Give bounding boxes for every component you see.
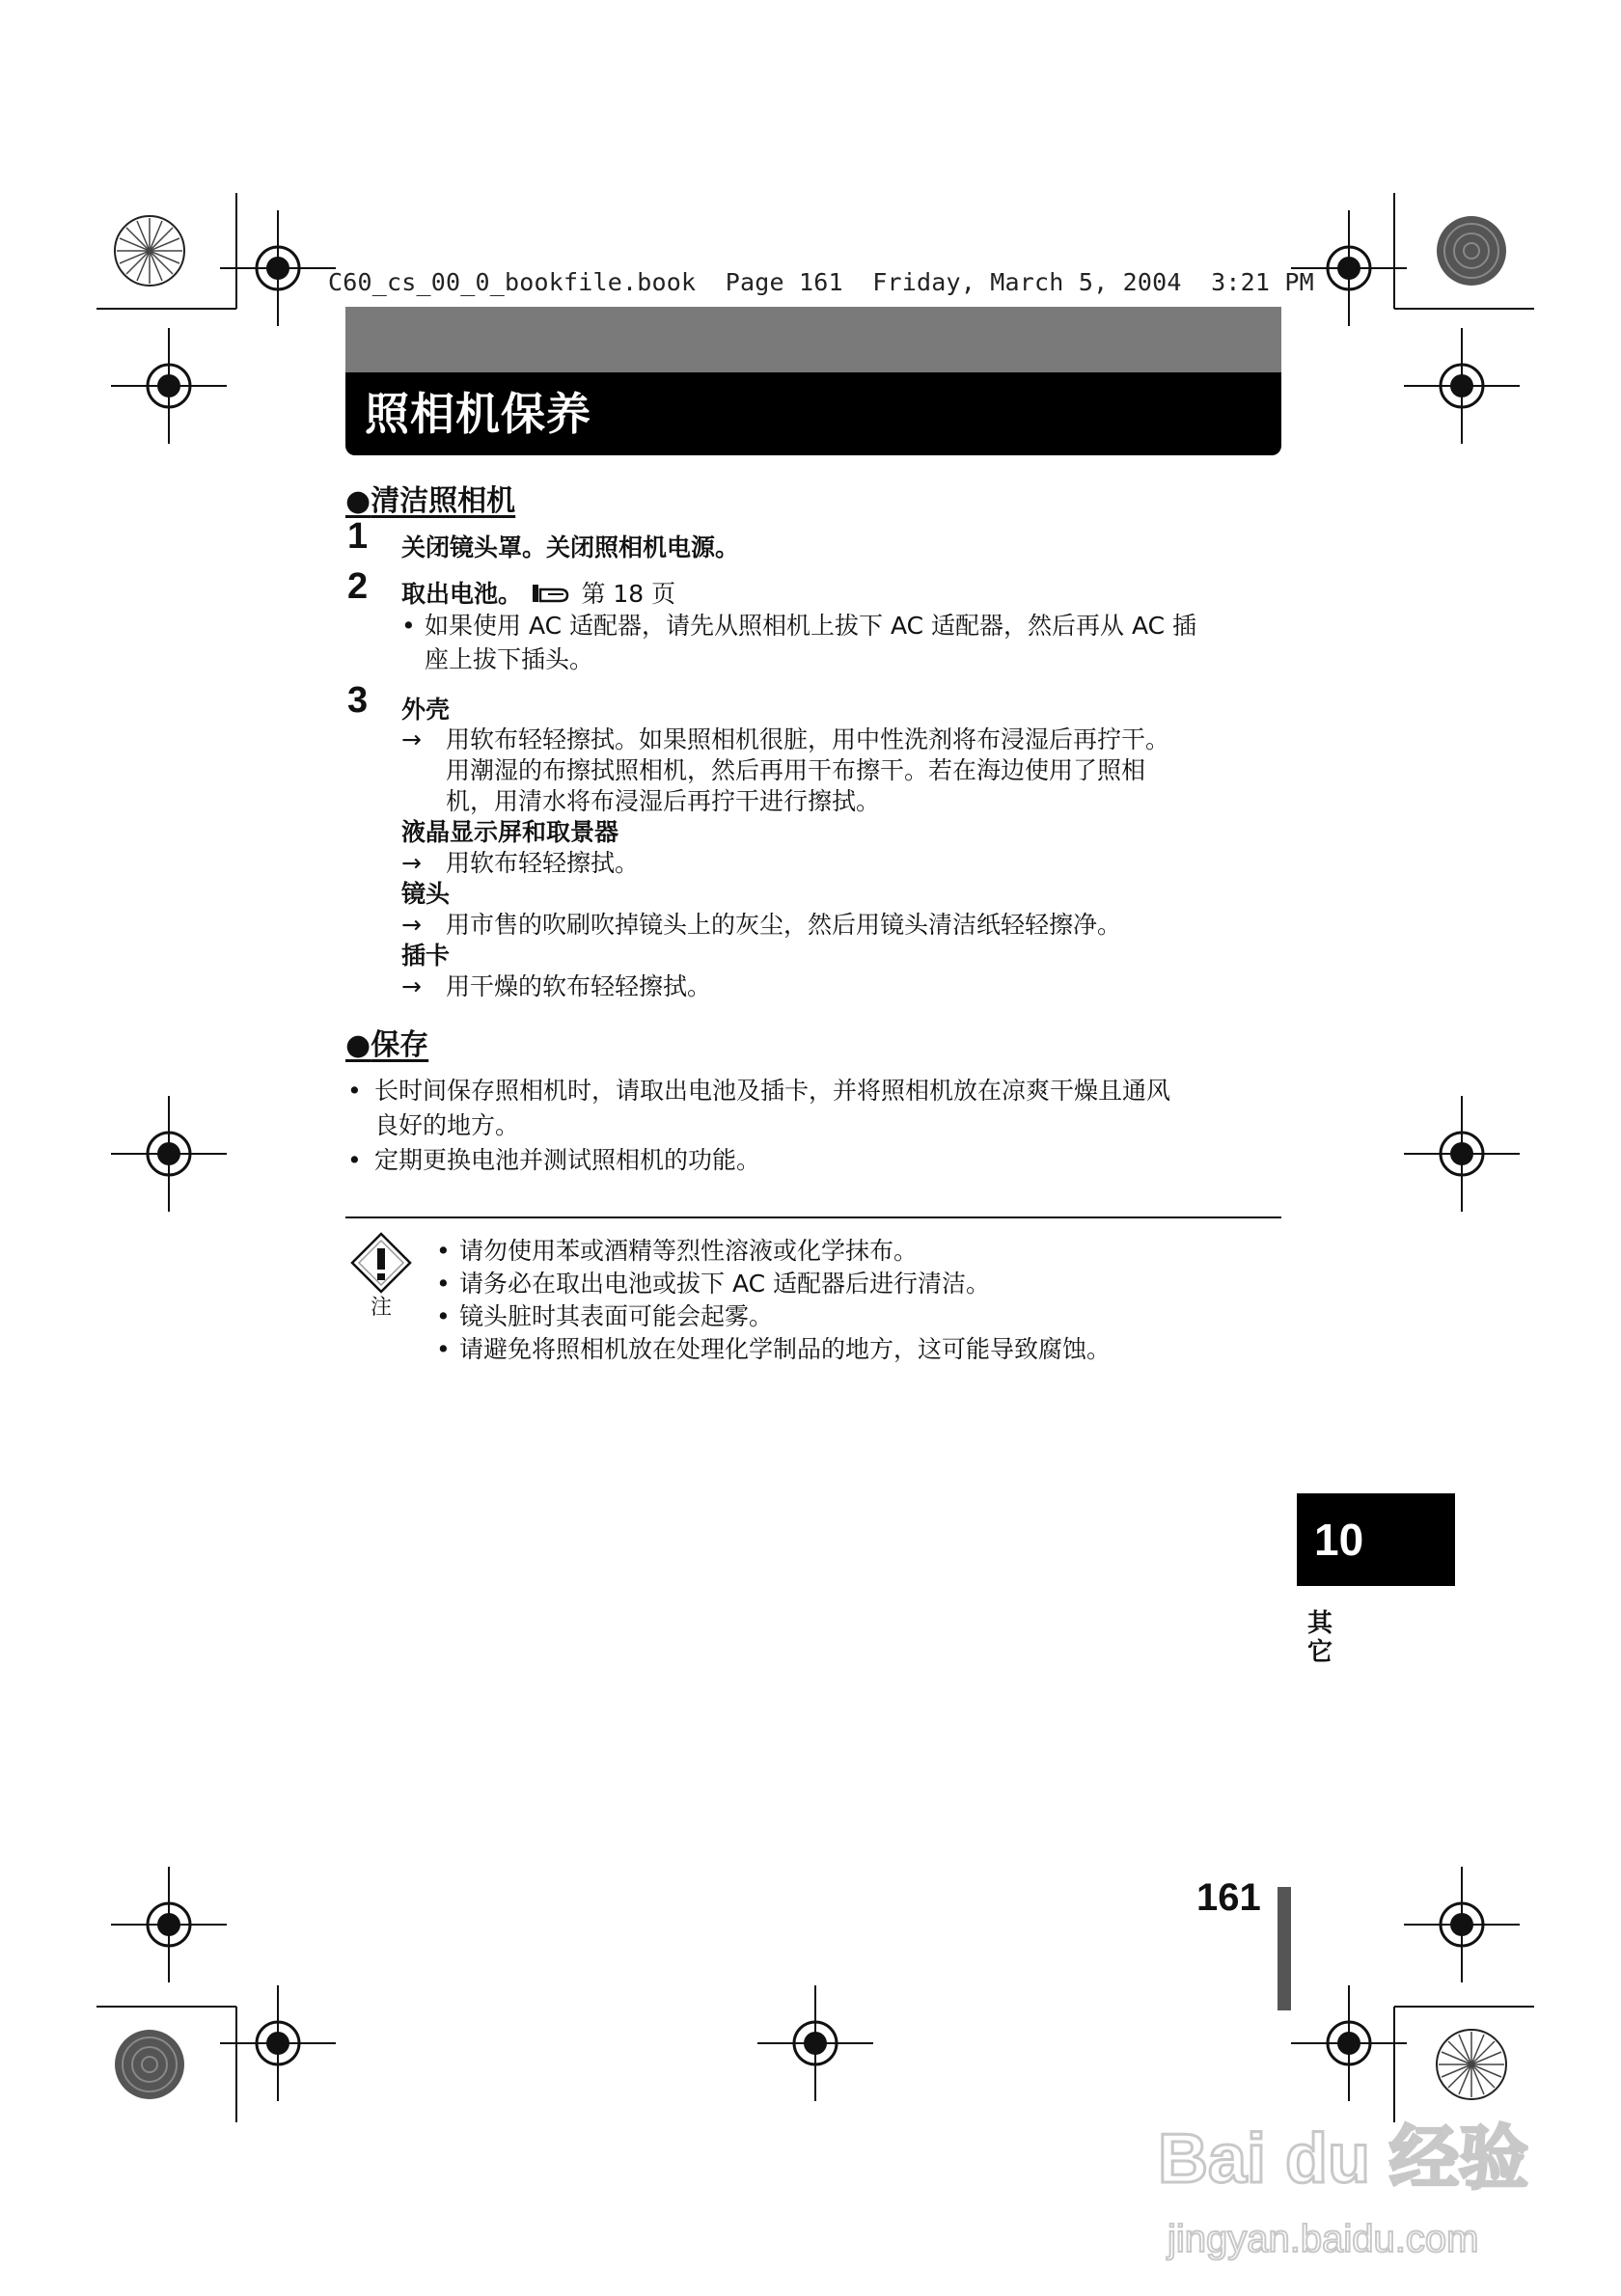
bullet-dot: ●	[345, 1028, 371, 1062]
page-number: 161	[1196, 1876, 1261, 1919]
divider	[345, 1216, 1281, 1218]
bullet: •	[436, 1237, 451, 1265]
step-label: 关闭镜头罩。关闭照相机电源。	[401, 533, 740, 561]
bullet: •	[347, 1146, 362, 1174]
baidu-watermark	[1148, 2099, 1553, 2269]
card-text: 用干燥的软布轻轻擦拭。	[446, 972, 712, 1000]
arrow: →	[401, 725, 422, 753]
note-item: 请勿使用苯或酒精等烈性溶液或化学抹布。	[459, 1237, 919, 1265]
arrow: →	[401, 911, 422, 939]
page-number-bar	[1278, 1887, 1291, 2010]
storage-heading-text: 保存	[371, 1028, 429, 1062]
step-label-text: 取出电池。	[401, 580, 523, 608]
lens-text: 用市售的吹刷吹掉镜头上的灰尘，然后用镜头清洁纸轻轻擦净。	[446, 911, 1122, 939]
sub-heading-card: 插卡	[401, 942, 451, 970]
bullet: •	[347, 1077, 362, 1105]
step-label	[401, 577, 675, 612]
arrow: →	[401, 849, 422, 877]
arrow: →	[401, 972, 422, 1000]
cleaning-heading-text: 清洁照相机	[371, 484, 516, 518]
shell-text: 用潮湿的布擦拭照相机，然后再用干布擦干。若在海边使用了照相	[446, 756, 1146, 784]
shell-text: 用软布轻轻擦拭。如果照相机很脏，用中性洗剂将布浸湿后再拧干。	[446, 725, 1170, 753]
page-reference: 第 18 页	[581, 580, 676, 608]
watermark-brand: Bai du 经验	[1158, 2120, 1529, 2198]
title-band-top	[345, 307, 1281, 372]
bullet: •	[401, 612, 416, 640]
caution-icon	[349, 1231, 413, 1295]
lcd-text: 用软布轻轻擦拭。	[446, 849, 640, 877]
chapter-number: 10	[1314, 1515, 1364, 1565]
bullet: •	[436, 1302, 451, 1330]
bullet: •	[436, 1335, 451, 1363]
sub-heading-shell: 外壳	[401, 696, 451, 724]
list-item: 定期更换电池并测试照相机的功能。	[374, 1146, 761, 1174]
step-number: 1	[347, 516, 369, 557]
note-item: 请避免将照相机放在处理化学制品的地方，这可能导致腐蚀。	[459, 1335, 1112, 1363]
bullet: •	[436, 1270, 451, 1298]
watermark-url: jingyan.baidu.com	[1168, 2218, 1479, 2260]
list-item: 长时间保存照相机时，请取出电池及插卡，并将照相机放在凉爽干燥且通风	[374, 1077, 1171, 1105]
step-number: 3	[347, 680, 369, 721]
print-header: C60_cs_00_0_bookfile.book Page 161 Friday, March 5, 2004 3:21 PM	[328, 268, 1314, 296]
shell-text: 机，用清水将布浸湿后再拧干进行擦拭。	[446, 787, 881, 815]
list-item: 如果使用 AC 适配器，请先从照相机上拔下 AC 适配器，然后再从 AC 插	[425, 612, 1197, 640]
list-item: 良好的地方。	[374, 1111, 520, 1139]
page-reference-icon	[531, 582, 573, 605]
sub-heading-lcd: 液晶显示屏和取景器	[401, 818, 619, 846]
step-number: 2	[347, 566, 369, 607]
note-item: 请务必在取出电池或拔下 AC 适配器后进行清洁。	[459, 1270, 991, 1298]
note-label: 注	[371, 1296, 393, 1320]
note-item: 镜头脏时其表面可能会起雾。	[459, 1302, 774, 1330]
bullet-dot: ●	[345, 484, 371, 518]
section-heading-cleaning	[345, 482, 515, 521]
page-title: 照相机保养	[365, 388, 591, 440]
section-heading-storage	[345, 1026, 428, 1065]
chapter-label: 其它	[1307, 1609, 1333, 1667]
list-item: 座上拔下插头。	[425, 645, 594, 673]
sub-heading-lens: 镜头	[401, 880, 451, 908]
